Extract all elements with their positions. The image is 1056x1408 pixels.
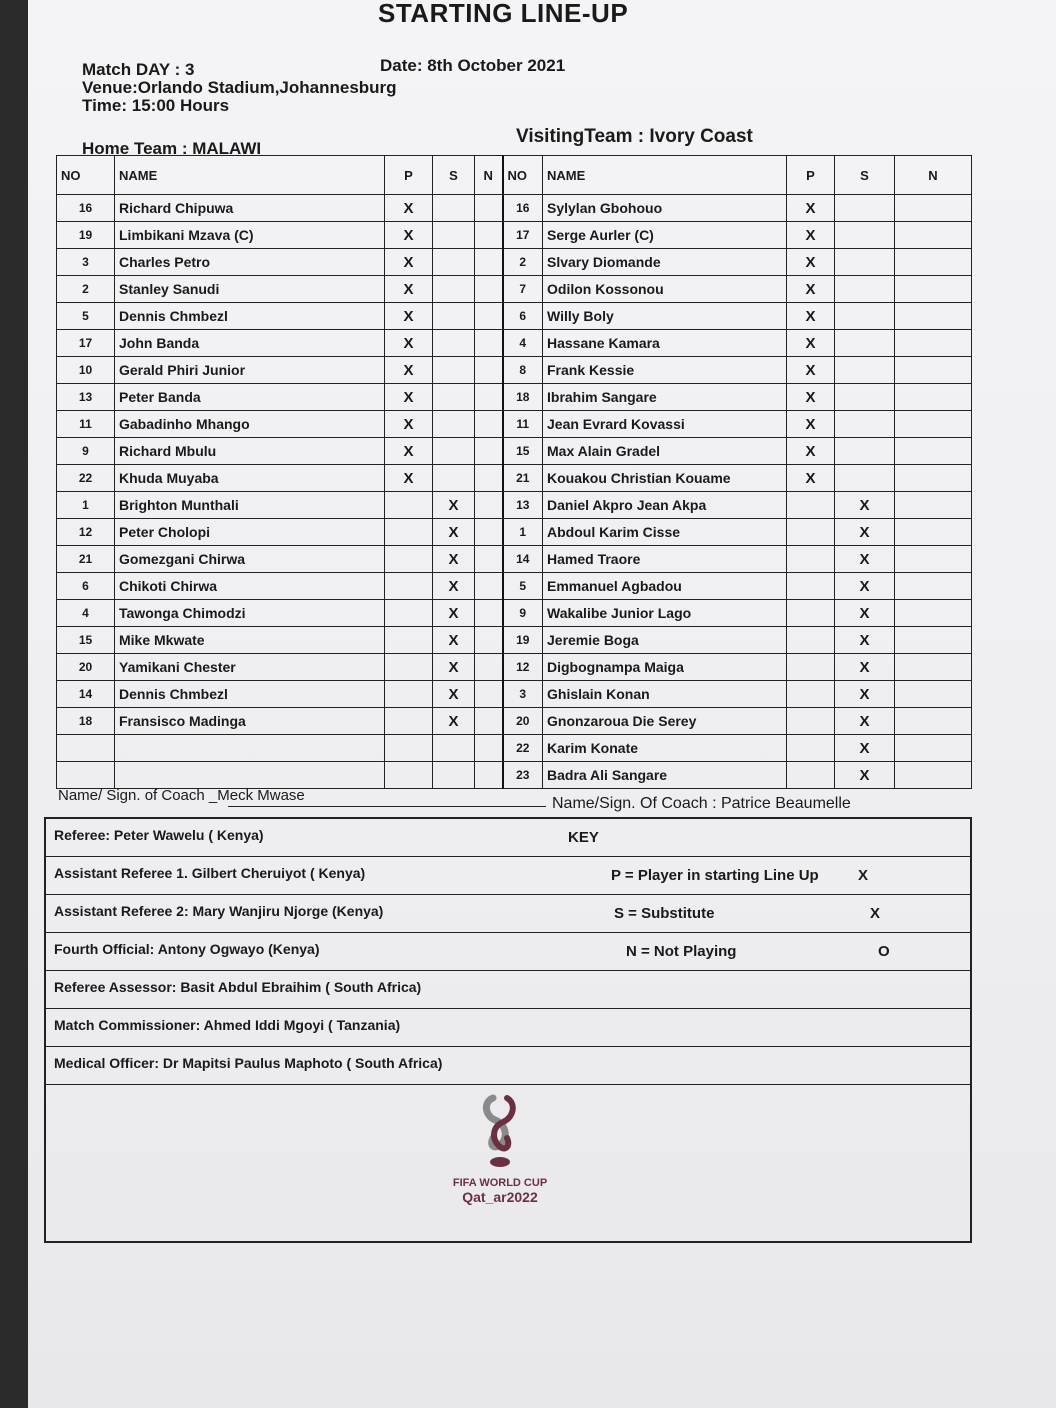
- match-commissioner-row: [46, 1009, 970, 1047]
- home-starting-mark: [385, 573, 433, 600]
- visiting-substitute-mark: X: [835, 762, 895, 789]
- home-player-number: 17: [57, 330, 115, 357]
- home-substitute-mark: [433, 195, 475, 222]
- home-not-playing-mark: [475, 627, 503, 654]
- key-title: KEY: [568, 829, 599, 846]
- visiting-team-label: VisitingTeam : Ivory Coast: [516, 126, 753, 147]
- visiting-player-number: 13: [503, 492, 543, 519]
- visiting-starting-mark: [787, 681, 835, 708]
- visiting-substitute-mark: X: [835, 654, 895, 681]
- home-starting-mark: X: [385, 195, 433, 222]
- medical-officer: Medical Officer: Dr Mapitsi Paulus Maphoto ( South Africa): [54, 1055, 443, 1071]
- home-starting-mark: X: [385, 465, 433, 492]
- home-starting-mark: [385, 600, 433, 627]
- home-player-name: Limbikani Mzava (C): [115, 222, 385, 249]
- visiting-player-name: Wakalibe Junior Lago: [543, 600, 787, 627]
- visit-name-header: NAME: [543, 156, 787, 195]
- home-player-name: Tawonga Chimodzi: [115, 600, 385, 627]
- home-player-number: 5: [57, 303, 115, 330]
- visiting-player-number: 16: [503, 195, 543, 222]
- visiting-player-number: 20: [503, 708, 543, 735]
- home-player-name: Dennis Chmbezl: [115, 681, 385, 708]
- home-player-number: 2: [57, 276, 115, 303]
- visiting-not-playing-mark: [895, 654, 972, 681]
- home-player-name: John Banda: [115, 330, 385, 357]
- visiting-starting-mark: [787, 573, 835, 600]
- home-player-number: 9: [57, 438, 115, 465]
- table-row: [57, 735, 972, 762]
- visiting-not-playing-mark: [895, 465, 972, 492]
- visiting-starting-mark: X: [787, 438, 835, 465]
- home-player-name: Brighton Munthali: [115, 492, 385, 519]
- home-starting-mark: X: [385, 438, 433, 465]
- visiting-player-number: 22: [503, 735, 543, 762]
- home-not-playing-mark: [475, 384, 503, 411]
- visiting-player-number: 19: [503, 627, 543, 654]
- key-player-starting: P = Player in starting Line Up: [611, 867, 819, 884]
- world-cup-logo: [445, 1092, 555, 1205]
- home-substitute-mark: [433, 384, 475, 411]
- visiting-player-name: Gnonzaroua Die Serey: [543, 708, 787, 735]
- visiting-starting-mark: X: [787, 384, 835, 411]
- home-substitute-mark: [433, 330, 475, 357]
- home-player-number: [57, 762, 115, 789]
- visiting-substitute-mark: X: [835, 708, 895, 735]
- visiting-player-name: Hassane Kamara: [543, 330, 787, 357]
- home-substitute-mark: [433, 276, 475, 303]
- visiting-player-name: Daniel Akpro Jean Akpa: [543, 492, 787, 519]
- home-substitute-mark: [433, 438, 475, 465]
- home-starting-mark: [385, 762, 433, 789]
- visiting-starting-mark: X: [787, 195, 835, 222]
- visiting-starting-mark: [787, 654, 835, 681]
- visiting-not-playing-mark: [895, 384, 972, 411]
- visiting-not-playing-mark: [895, 735, 972, 762]
- visiting-player-name: Sylylan Gbohouo: [543, 195, 787, 222]
- referee-assessor-row: [46, 971, 970, 1009]
- visiting-player-name: Karim Konate: [543, 735, 787, 762]
- fourth-official-row: [46, 933, 970, 971]
- home-s-header: S: [433, 156, 475, 195]
- home-coach-signature-line: [228, 806, 546, 807]
- home-player-number: [57, 735, 115, 762]
- kickoff-time: Time: 15:00 Hours: [82, 96, 230, 115]
- table-row: [57, 681, 972, 708]
- visiting-not-playing-mark: [895, 519, 972, 546]
- visiting-player-number: 18: [503, 384, 543, 411]
- visiting-player-number: 9: [503, 600, 543, 627]
- visiting-player-number: 7: [503, 276, 543, 303]
- home-substitute-mark: X: [433, 681, 475, 708]
- table-row: [57, 330, 972, 357]
- referee-row: [46, 819, 970, 857]
- table-row: [57, 519, 972, 546]
- home-not-playing-mark: [475, 654, 503, 681]
- home-not-playing-mark: [475, 303, 503, 330]
- table-row: [57, 276, 972, 303]
- table-row: [57, 222, 972, 249]
- visiting-player-name: Ghislain Konan: [543, 681, 787, 708]
- table-row: [57, 600, 972, 627]
- home-not-playing-mark: [475, 357, 503, 384]
- home-not-playing-mark: [475, 438, 503, 465]
- visiting-player-number: 17: [503, 222, 543, 249]
- visiting-starting-mark: X: [787, 357, 835, 384]
- home-not-playing-mark: [475, 330, 503, 357]
- referee: Referee: Peter Wawelu ( Kenya): [54, 827, 264, 843]
- visiting-player-name: Abdoul Karim Cisse: [543, 519, 787, 546]
- home-player-number: 3: [57, 249, 115, 276]
- visiting-not-playing-mark: [895, 573, 972, 600]
- home-starting-mark: X: [385, 384, 433, 411]
- match-date: Date: 8th October 2021: [380, 56, 566, 75]
- visiting-substitute-mark: X: [835, 492, 895, 519]
- table-row: [57, 708, 972, 735]
- home-player-number: 13: [57, 384, 115, 411]
- home-player-name: Yamikani Chester: [115, 654, 385, 681]
- home-substitute-mark: [433, 303, 475, 330]
- table-row: [57, 384, 972, 411]
- table-row: [57, 546, 972, 573]
- home-not-playing-mark: [475, 600, 503, 627]
- visiting-starting-mark: [787, 708, 835, 735]
- visiting-substitute-mark: X: [835, 546, 895, 573]
- visiting-starting-mark: X: [787, 222, 835, 249]
- home-not-playing-mark: [475, 573, 503, 600]
- visiting-player-name: Jean Evrard Kovassi: [543, 411, 787, 438]
- home-not-playing-mark: [475, 519, 503, 546]
- home-player-name: Gomezgani Chirwa: [115, 546, 385, 573]
- visiting-substitute-mark: X: [835, 519, 895, 546]
- visiting-player-name: Kouakou Christian Kouame: [543, 465, 787, 492]
- home-starting-mark: [385, 681, 433, 708]
- visiting-player-number: 2: [503, 249, 543, 276]
- logo-line1: FIFA WORLD CUP: [452, 1177, 548, 1189]
- home-not-playing-mark: [475, 681, 503, 708]
- home-player-number: 12: [57, 519, 115, 546]
- visiting-not-playing-mark: [895, 600, 972, 627]
- home-starting-mark: X: [385, 222, 433, 249]
- visiting-starting-mark: X: [787, 330, 835, 357]
- home-starting-mark: X: [385, 330, 433, 357]
- home-not-playing-mark: [475, 249, 503, 276]
- home-not-playing-mark: [475, 708, 503, 735]
- home-player-name: Fransisco Madinga: [115, 708, 385, 735]
- visiting-not-playing-mark: [895, 762, 972, 789]
- key-not-playing: N = Not Playing: [626, 943, 737, 960]
- home-team-label: Home Team : MALAWI: [82, 139, 262, 158]
- visiting-not-playing-mark: [895, 195, 972, 222]
- table-row: [57, 762, 972, 789]
- visiting-substitute-mark: [835, 465, 895, 492]
- visiting-player-number: 14: [503, 546, 543, 573]
- visiting-player-number: 6: [503, 303, 543, 330]
- home-not-playing-mark: [475, 735, 503, 762]
- visiting-substitute-mark: [835, 357, 895, 384]
- visiting-player-number: 3: [503, 681, 543, 708]
- home-not-playing-mark: [475, 762, 503, 789]
- visiting-not-playing-mark: [895, 627, 972, 654]
- visiting-not-playing-mark: [895, 276, 972, 303]
- visiting-player-number: 1: [503, 519, 543, 546]
- visiting-substitute-mark: [835, 195, 895, 222]
- home-player-name: Mike Mkwate: [115, 627, 385, 654]
- home-player-name: Dennis Chmbezl: [115, 303, 385, 330]
- home-n-header: N: [475, 156, 503, 195]
- visiting-player-number: 11: [503, 411, 543, 438]
- table-row: [57, 627, 972, 654]
- visiting-player-number: 8: [503, 357, 543, 384]
- home-player-number: 16: [57, 195, 115, 222]
- home-player-number: 18: [57, 708, 115, 735]
- assistant-referee-1: Assistant Referee 1. Gilbert Cheruiyot ( Kenya): [54, 865, 366, 881]
- home-substitute-mark: X: [433, 600, 475, 627]
- visiting-player-name: Frank Kessie: [543, 357, 787, 384]
- visiting-starting-mark: [787, 762, 835, 789]
- home-starting-mark: [385, 519, 433, 546]
- table-row: [57, 573, 972, 600]
- visit-s-header: S: [835, 156, 895, 195]
- visiting-player-name: Emmanuel Agbadou: [543, 573, 787, 600]
- home-starting-mark: [385, 627, 433, 654]
- visiting-player-name: Slvary Diomande: [543, 249, 787, 276]
- visiting-player-number: 23: [503, 762, 543, 789]
- home-starting-mark: X: [385, 303, 433, 330]
- home-player-number: 6: [57, 573, 115, 600]
- visiting-not-playing-mark: [895, 411, 972, 438]
- visiting-not-playing-mark: [895, 303, 972, 330]
- home-substitute-mark: X: [433, 627, 475, 654]
- key-player-symbol: X: [858, 867, 869, 884]
- visiting-player-name: Serge Aurler (C): [543, 222, 787, 249]
- table-header-row: [57, 156, 972, 195]
- visiting-substitute-mark: [835, 303, 895, 330]
- visiting-coach: Name/Sign. Of Coach : Patrice Beaumelle: [552, 795, 851, 812]
- visiting-player-number: 12: [503, 654, 543, 681]
- home-player-number: 14: [57, 681, 115, 708]
- visiting-substitute-mark: X: [835, 627, 895, 654]
- home-substitute-mark: [433, 249, 475, 276]
- table-row: [57, 357, 972, 384]
- visiting-starting-mark: [787, 735, 835, 762]
- visiting-substitute-mark: X: [835, 735, 895, 762]
- table-row: [57, 303, 972, 330]
- visiting-not-playing-mark: [895, 330, 972, 357]
- home-starting-mark: X: [385, 249, 433, 276]
- logo-line2: Qat_ar2022: [462, 1189, 538, 1205]
- match-day: Match DAY : 3: [82, 60, 195, 79]
- home-name-header: NAME: [115, 156, 385, 195]
- home-player-name: Stanley Sanudi: [115, 276, 385, 303]
- visiting-substitute-mark: [835, 276, 895, 303]
- home-starting-mark: [385, 546, 433, 573]
- home-not-playing-mark: [475, 465, 503, 492]
- referee-assessor: Referee Assessor: Basit Abdul Ebraihim ( South Africa): [54, 979, 422, 995]
- visiting-player-name: Digbognampa Maiga: [543, 654, 787, 681]
- home-substitute-mark: X: [433, 546, 475, 573]
- home-not-playing-mark: [475, 492, 503, 519]
- home-player-name: Chikoti Chirwa: [115, 573, 385, 600]
- visiting-starting-mark: X: [787, 411, 835, 438]
- home-starting-mark: X: [385, 276, 433, 303]
- home-player-name: Richard Mbulu: [115, 438, 385, 465]
- visiting-not-playing-mark: [895, 681, 972, 708]
- venue: Venue:Orlando Stadium,Johannesburg: [82, 78, 397, 97]
- visiting-substitute-mark: [835, 222, 895, 249]
- home-player-name: Peter Cholopi: [115, 519, 385, 546]
- trophy-emblem-icon: [475, 1092, 525, 1172]
- home-not-playing-mark: [475, 276, 503, 303]
- home-substitute-mark: X: [433, 492, 475, 519]
- table-row: [57, 492, 972, 519]
- home-p-header: P: [385, 156, 433, 195]
- home-player-number: 10: [57, 357, 115, 384]
- visit-n-header: N: [895, 156, 972, 195]
- visiting-not-playing-mark: [895, 546, 972, 573]
- home-player-name: Richard Chipuwa: [115, 195, 385, 222]
- visiting-starting-mark: [787, 627, 835, 654]
- home-player-name: [115, 762, 385, 789]
- key-substitute: S = Substitute: [614, 905, 715, 922]
- visiting-starting-mark: [787, 519, 835, 546]
- home-player-number: 20: [57, 654, 115, 681]
- home-player-number: 1: [57, 492, 115, 519]
- home-coach: Name/ Sign. of Coach _Meck Mwase: [58, 787, 305, 804]
- table-row: [57, 195, 972, 222]
- home-player-number: 22: [57, 465, 115, 492]
- visiting-substitute-mark: X: [835, 681, 895, 708]
- assistant-referee-2-row: [46, 895, 970, 933]
- home-substitute-mark: [433, 465, 475, 492]
- home-starting-mark: [385, 735, 433, 762]
- visit-p-header: P: [787, 156, 835, 195]
- visiting-substitute-mark: [835, 411, 895, 438]
- home-player-name: Peter Banda: [115, 384, 385, 411]
- visit-no-header: NO: [503, 156, 543, 195]
- visiting-starting-mark: [787, 600, 835, 627]
- table-row: [57, 438, 972, 465]
- fourth-official: Fourth Official: Antony Ogwayo (Kenya): [54, 941, 320, 957]
- key-substitute-symbol: X: [870, 905, 881, 922]
- home-starting-mark: X: [385, 411, 433, 438]
- lineup-table: [56, 155, 972, 789]
- home-no-header: NO: [57, 156, 115, 195]
- home-substitute-mark: [433, 411, 475, 438]
- home-player-number: 11: [57, 411, 115, 438]
- home-starting-mark: [385, 492, 433, 519]
- visiting-not-playing-mark: [895, 492, 972, 519]
- home-player-number: 4: [57, 600, 115, 627]
- home-substitute-mark: [433, 762, 475, 789]
- visiting-not-playing-mark: [895, 708, 972, 735]
- medical-officer-row: [46, 1047, 970, 1085]
- visiting-player-name: Badra Ali Sangare: [543, 762, 787, 789]
- home-player-number: 19: [57, 222, 115, 249]
- home-substitute-mark: [433, 735, 475, 762]
- visiting-starting-mark: X: [787, 276, 835, 303]
- visiting-player-name: Jeremie Boga: [543, 627, 787, 654]
- visiting-player-name: Max Alain Gradel: [543, 438, 787, 465]
- home-starting-mark: [385, 708, 433, 735]
- visiting-player-number: 4: [503, 330, 543, 357]
- home-not-playing-mark: [475, 222, 503, 249]
- visiting-starting-mark: X: [787, 249, 835, 276]
- table-row: [57, 249, 972, 276]
- home-player-name: Charles Petro: [115, 249, 385, 276]
- visiting-not-playing-mark: [895, 438, 972, 465]
- home-starting-mark: X: [385, 357, 433, 384]
- visiting-substitute-mark: X: [835, 600, 895, 627]
- home-substitute-mark: X: [433, 654, 475, 681]
- visiting-substitute-mark: [835, 438, 895, 465]
- home-not-playing-mark: [475, 546, 503, 573]
- visiting-substitute-mark: [835, 330, 895, 357]
- home-substitute-mark: X: [433, 519, 475, 546]
- visiting-starting-mark: [787, 492, 835, 519]
- visiting-starting-mark: [787, 546, 835, 573]
- home-substitute-mark: X: [433, 708, 475, 735]
- visiting-player-name: Ibrahim Sangare: [543, 384, 787, 411]
- home-substitute-mark: [433, 222, 475, 249]
- visiting-player-number: 21: [503, 465, 543, 492]
- home-not-playing-mark: [475, 195, 503, 222]
- key-not-playing-symbol: O: [878, 943, 890, 960]
- visiting-substitute-mark: [835, 249, 895, 276]
- visiting-player-number: 5: [503, 573, 543, 600]
- assistant-referee-2: Assistant Referee 2: Mary Wanjiru Njorge (Kenya): [54, 903, 384, 919]
- table-row: [57, 411, 972, 438]
- assistant-referee-1-row: [46, 857, 970, 895]
- visiting-player-name: Hamed Traore: [543, 546, 787, 573]
- home-substitute-mark: X: [433, 573, 475, 600]
- sheet-title: STARTING LINE-UP: [378, 0, 629, 28]
- home-player-name: Khuda Muyaba: [115, 465, 385, 492]
- visiting-not-playing-mark: [895, 357, 972, 384]
- visiting-starting-mark: X: [787, 303, 835, 330]
- home-substitute-mark: [433, 357, 475, 384]
- visiting-player-name: Willy Boly: [543, 303, 787, 330]
- table-row: [57, 465, 972, 492]
- visiting-player-name: Odilon Kossonou: [543, 276, 787, 303]
- home-player-name: [115, 735, 385, 762]
- home-player-number: 15: [57, 627, 115, 654]
- home-player-name: Gabadinho Mhango: [115, 411, 385, 438]
- visiting-substitute-mark: [835, 384, 895, 411]
- home-starting-mark: [385, 654, 433, 681]
- match-commissioner: Match Commissioner: Ahmed Iddi Mgoyi ( Tanzania): [54, 1017, 401, 1033]
- home-not-playing-mark: [475, 411, 503, 438]
- visiting-not-playing-mark: [895, 249, 972, 276]
- home-player-number: 21: [57, 546, 115, 573]
- visiting-not-playing-mark: [895, 222, 972, 249]
- visiting-starting-mark: X: [787, 465, 835, 492]
- table-row: [57, 654, 972, 681]
- visiting-substitute-mark: X: [835, 573, 895, 600]
- home-player-name: Gerald Phiri Junior: [115, 357, 385, 384]
- visiting-player-number: 15: [503, 438, 543, 465]
